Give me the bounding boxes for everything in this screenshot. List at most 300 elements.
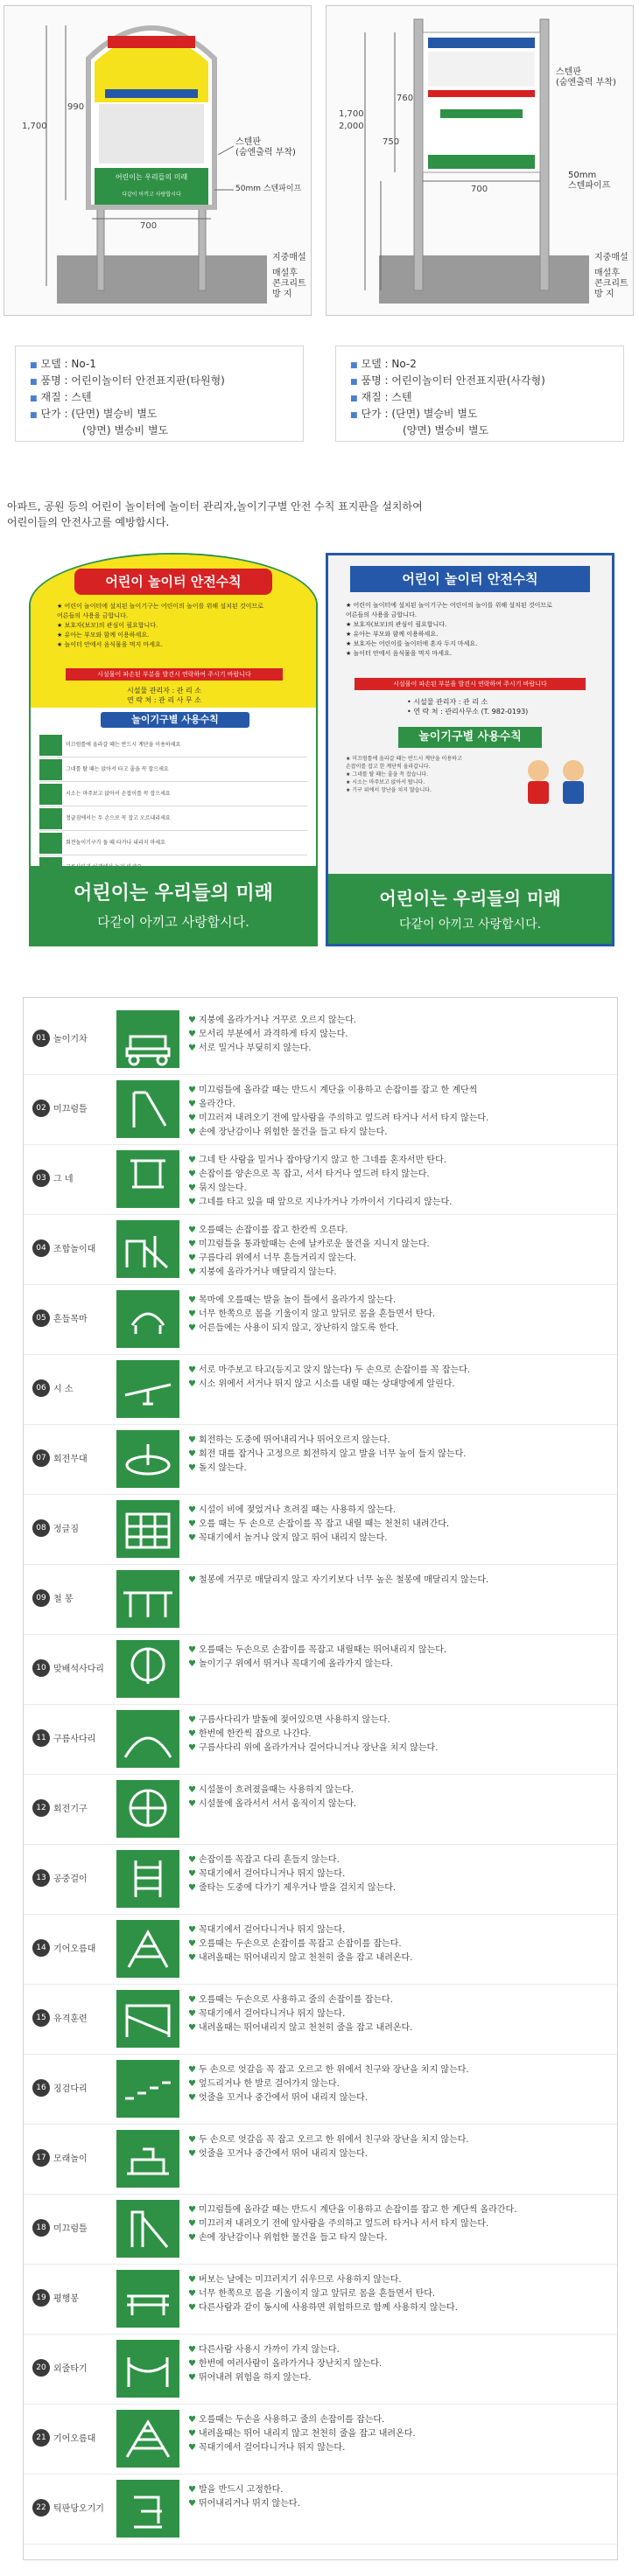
equipment-rule: ♥ 시설물이 흐려졌을때는 사용하지 않는다. (188, 1785, 354, 1795)
bullet-heart-icon: ♥ (188, 2443, 196, 2453)
sign2-rule: ★ 놀이터 안에서 음식물을 먹지 마세요. (346, 650, 453, 657)
sign1-eq-row: 정글짐에서는 두 손으로 꼭 잡고 오르내리세요 (39, 806, 307, 831)
spec-row: (양면) 별승비 별도 (82, 424, 169, 436)
sign1-rules (57, 602, 293, 650)
equipment-rule: ♥ 꼭대기에서 걸어다니거나 뛰지 않는다. (188, 1925, 346, 1935)
children-illustration-icon (512, 755, 600, 807)
spec-row: ■ 재질 : 스텐 (350, 391, 412, 403)
equipment-rule: ♥ 시설이 비에 젖었거나 흐려질 때는 사용하지 않는다. (188, 1505, 397, 1515)
equipment-rule: ♥ 너무 한쪽으로 몸을 기울이지 않고 앞뒤로 몸을 흔들면서 탄다. (188, 1309, 436, 1319)
bullet-heart-icon: ♥ (188, 2289, 196, 2299)
equipment-number-badge: 05 (32, 1309, 50, 1327)
intro-line-1: 아파트, 공원 등의 어린이 놀이터에 놀이터 관리자,놀이기구별 안전 수칙 표지판을 설치하여 (7, 500, 423, 513)
equipment-number-badge: 13 (32, 1869, 50, 1887)
equipment-row (24, 1285, 617, 1355)
sign-rect-drawing (327, 6, 635, 317)
bullet-heart-icon: ♥ (188, 2093, 196, 2103)
label-foundation-2: 매설후 콘크리트 방 지 (594, 269, 628, 299)
equipment-rule: ♥ 미끄럼틀에 올라갈 때는 반드시 계단을 이용하고 손잡이를 잡고 한 계단씩 (188, 1086, 478, 1095)
equipment-rule: ♥ 한번에 한칸씩 잡으로 나간다. (188, 1729, 312, 1739)
bullet-heart-icon: ♥ (188, 2499, 196, 2509)
equipment-name: 그 네 (53, 1175, 74, 1184)
bullet-heart-icon: ♥ (188, 1239, 196, 1249)
equipment-row (24, 2475, 617, 2545)
equipment-rule: ♥ 미끄러져 내려오기 전에 앞사람을 주의하고 엎드려 타거나 서서 타지 않는다. (188, 2219, 489, 2229)
equipment-number-badge: 11 (32, 1729, 50, 1747)
equipment-rule: ♥ 구름사다리가 발돌에 젖어있으면 사용하지 않는다. (188, 1715, 390, 1725)
equipment-rules (188, 1853, 600, 1895)
equipment-rules (188, 1574, 600, 1588)
equipment-rule: ♥ 다른사람과 같이 동시에 사용하면 위험하므로 함께 사용하지 않는다. (188, 2303, 458, 2313)
sign2-warning: 시설물이 파손된 부분을 발견시 연락하여 주시기 바랍니다 (355, 678, 586, 690)
bullet-heart-icon: ♥ (188, 2205, 196, 2215)
equipment-name: 평행봉 (53, 2294, 79, 2304)
equipment-rules (188, 2133, 600, 2161)
dim-1700: 1,700 (22, 122, 47, 131)
jungle-gym-icon (116, 1500, 179, 1558)
equipment-rule: ♥ 구름사다리 위에 올라가거나 걸어다니거나 장난을 치지 않는다. (188, 1743, 439, 1753)
equipment-name: 기어오름대 (53, 2434, 96, 2444)
globe-spinner-icon (116, 1780, 179, 1838)
equipment-rule: ♥ 발을 반드시 고정한다. (188, 2485, 284, 2495)
equipment-rule: ♥ 지붕에 올라가거나 매달리지 않는다. (188, 1267, 337, 1277)
climbing-frame-icon (116, 2410, 179, 2468)
equipment-rule: ♥ 내려올때는 뛰어내리지 않고 천천히 줄을 잡고 내려온다. (188, 1953, 413, 1963)
bullet-heart-icon: ♥ (188, 1253, 196, 1263)
equipment-number-badge: 02 (32, 1100, 50, 1117)
equipment-rules (188, 1434, 600, 1476)
obstacle-icon (116, 1990, 179, 2048)
sign2-rule: ★ 보호자(보모)의 관심이 필요합니다. (346, 621, 447, 628)
equipment-name: 틱판당오기기 (53, 2504, 104, 2514)
bullet-heart-icon: ♥ (188, 2079, 196, 2089)
sign1-slogan: 어린이는 우리들의 미래 (74, 883, 273, 904)
sign2-contact: • 연 락 처 : 관리사무소 (T. 982-0193) (407, 708, 529, 716)
equipment-row (24, 1145, 617, 1215)
sign1-equipment-list (39, 733, 307, 880)
spec-row: ■ 모델 : No-1 (30, 358, 96, 370)
dim-700: 700 (140, 221, 158, 231)
equipment-rule: ♥ 지붕에 올라가거나 거꾸로 오르지 않는다. (188, 1016, 357, 1025)
equipment-rule: ♥ 오를 때는 두 손으로 손잡이를 꼭 잡고 내릴 때는 천천히 내려간다. (188, 1519, 450, 1529)
bullet-heart-icon: ♥ (188, 2415, 196, 2425)
equipment-number-badge: 21 (32, 2429, 50, 2447)
bullet-heart-icon: ♥ (188, 1995, 196, 2005)
cloud-ladder-icon (116, 1710, 179, 1768)
equipment-name: 회전기구 (53, 1805, 88, 1814)
equipment-row (24, 2265, 617, 2335)
spec-row: (양면) 별승비 별도 (403, 424, 489, 436)
sign1-rule: 어른들의 사용을 금합니다. (57, 612, 129, 619)
sign2-eq-line: ★ 그네를 탈 때는 줄을 꼭 잡습니다. (346, 771, 429, 778)
equipment-rule: ♥ 목마에 오를때는 발을 놀이 틀에서 올라가지 않는다. (188, 1295, 397, 1305)
equipment-rule: ♥ 너무 한쪽으로 몸을 기울이지 않고 앞뒤로 몸을 흔들면서 탄다. (188, 2289, 436, 2299)
equipment-rule: ♥ 다른사람 사용시 가까이 가지 않는다. (188, 2345, 340, 2355)
bullet-heart-icon: ♥ (188, 2149, 196, 2159)
sign1-eq-row: 그네를 탈 때는 앉아서 타고 줄을 꼭 잡으세요 (39, 757, 307, 782)
sign1-rule: ★ 놀이터 안에서 음식물을 먹지 마세요. (57, 641, 164, 648)
equipment-row (24, 1565, 617, 1635)
sign2-equipment-text (346, 755, 503, 794)
equipment-number-badge: 16 (32, 2079, 50, 2097)
equipment-row (24, 1425, 617, 1495)
equipment-number-badge: 09 (32, 1589, 50, 1607)
equipment-name: 구름사다리 (53, 1735, 96, 1744)
sign1-eq-row: 회전놀이기구가 돌 때 타거나 내리지 마세요 (39, 831, 307, 855)
equipment-rule: ♥ 꼭대기에서 걸어다니거나 뛰지 않는다. (188, 1869, 346, 1879)
equipment-name: 모래놀이 (53, 2154, 88, 2164)
bullet-heart-icon: ♥ (188, 1855, 196, 1865)
bullet-heart-icon: ♥ (188, 2345, 196, 2355)
bullet-heart-icon: ♥ (188, 1225, 196, 1235)
bullet-heart-icon: ♥ (188, 1169, 196, 1179)
equipment-rule: ♥ 손에 장난감이나 위험한 물건을 들고 타지 않는다. (188, 1127, 388, 1137)
equipment-row (24, 2335, 617, 2405)
equipment-name: 철 봉 (53, 1595, 74, 1604)
train-icon (116, 1010, 179, 1068)
bullet-heart-icon: ♥ (188, 2135, 196, 2145)
spec-row: ■ 단가 : (단면) 별승비 별도 (350, 408, 478, 420)
bullet-heart-icon: ♥ (188, 2359, 196, 2369)
equipment-name: 외줄타기 (53, 2364, 88, 2374)
bullet-heart-icon: ♥ (188, 1953, 196, 1963)
equipment-rule: ♥ 꼭대기에서 걸어다니거나 뛰지 않는다. (188, 2443, 346, 2453)
equipment-rules (188, 1154, 600, 1210)
equipment-number-badge: 07 (32, 1449, 50, 1467)
equipment-rule: ♥ 손잡이를 양손으로 꼭 잡고, 서서 타거나 엎드려 타지 않는다. (188, 1169, 430, 1179)
bullet-heart-icon: ♥ (188, 1044, 196, 1053)
sign2-manager: • 시설물 관리자 : 관 리 소 (407, 698, 488, 706)
sign1-rule: ★ 보호자(보모)의 관심이 필요합니다. (57, 622, 158, 629)
bullet-heart-icon: ♥ (188, 2303, 196, 2313)
equipment-rule: ♥ 그네 탄 사람을 밀거나 잡아당기지 않고 한 그네를 혼자서만 탄다. (188, 1155, 446, 1165)
label-ground-2: 지중매설 (594, 253, 628, 262)
equipment-number-badge: 17 (32, 2149, 50, 2167)
equipment-row (24, 1845, 617, 1915)
sign1-manager: 시설물 관리자 : 관 리 소 (127, 687, 201, 695)
equipment-name: 흔들목마 (53, 1315, 88, 1324)
sign2-rule: ★ 보호자는 어린이를 놀이터에 혼자 두지 마세요. (346, 640, 478, 647)
equipment-rules (188, 1784, 600, 1812)
equipment-rule: ♥ 엇줄을 꼬거나 중간에서 뛰어 내리지 않는다. (188, 2093, 368, 2103)
bullet-heart-icon: ♥ (188, 1113, 196, 1123)
swing-icon (116, 1150, 179, 1208)
dim-750: 750 (383, 137, 400, 147)
label-stainless-plate: 스텐판 (숨엔출력 부착) (235, 137, 296, 157)
equipment-rule: ♥ 미끄럼틀을 통과할때는 손에 날카로운 물건을 지니지 않는다. (188, 1239, 430, 1249)
bullet-heart-icon: ♥ (188, 1449, 196, 1459)
equipment-name: 미끄럼틀 (53, 1105, 88, 1114)
equipment-row (24, 1705, 617, 1775)
bullet-heart-icon: ♥ (188, 1743, 196, 1753)
equipment-rule: ♥ 오를때는 두손을 사용하고 줄의 손잡이를 잡는다. (188, 2415, 385, 2425)
equipment-rule: ♥ 철봉에 거꾸로 매달리지 않고 자기키보다 너무 높은 철봉에 매달리지 않는다. (188, 1575, 489, 1585)
sign2-rule: ★ 유아는 부모와 함께 이용하세요. (346, 631, 439, 638)
bullet-heart-icon: ♥ (188, 2009, 196, 2019)
dim-1700b: 1,700 (339, 109, 364, 119)
rocking-horse-icon (116, 1290, 179, 1348)
bullet-heart-icon: ♥ (188, 1575, 196, 1585)
bullet-heart-icon: ♥ (188, 2233, 196, 2243)
bullet-heart-icon: ♥ (188, 1519, 196, 1529)
equipment-rule: ♥ 서로 밀거나 부딪히지 않는다. (188, 1044, 312, 1053)
equipment-name: 놀이기차 (53, 1035, 88, 1044)
bullet-heart-icon: ♥ (188, 2023, 196, 2033)
equipment-rule: ♥ 오를때는 두손으로 손잡이를 꼭잡고 내릴때는 뛰어내리지 않는다. (188, 1645, 447, 1655)
equipment-row (24, 1915, 617, 1985)
bullet-heart-icon: ♥ (188, 1435, 196, 1445)
sign1-slogan-panel (31, 866, 316, 945)
equipment-rules (188, 1714, 600, 1756)
sign2-eq-line: ★ 시소는 마주보고 앉아서 탑니다. (346, 779, 425, 785)
equipment-rule: ♥ 손에 장난감이나 위험한 물건을 들고 타지 않는다. (188, 2233, 388, 2243)
bullet-heart-icon: ♥ (188, 1365, 196, 1375)
equipment-name: 조합놀이대 (53, 1245, 96, 1254)
sign-oval-drawing (4, 6, 312, 317)
intro-line-2: 어린이들의 안전사고를 예방합시다. (7, 516, 170, 528)
spec-row: ■ 모델 : No-2 (350, 358, 417, 370)
spec-row: ■ 재질 : 스텐 (30, 391, 92, 403)
equipment-rule: ♥ 손잡이를 꼭잡고 다리 흔들지 않는다. (188, 1855, 340, 1865)
equipment-rule: ♥ 구름다리 위에서 너무 흔들거리지 않는다. (188, 1253, 357, 1263)
equipment-row (24, 1005, 617, 1075)
equipment-number-badge: 18 (32, 2219, 50, 2237)
equipment-rule: ♥ 놀이기구 위에서 뛰거나 꼭대기에 올라가지 않는다. (188, 1659, 393, 1669)
label-ground: 지중매설 (272, 253, 306, 262)
merry-go-round-icon (39, 833, 62, 854)
bullet-heart-icon: ♥ (188, 2373, 196, 2383)
sign2-manager-info (407, 697, 528, 716)
bullet-heart-icon: ♥ (188, 1505, 196, 1515)
sand-play-icon (116, 2130, 179, 2188)
equipment-rule: ♥ 꼭대기에서 걸어다니거나 뛰지 않는다. (188, 2009, 346, 2019)
equipment-number-badge: 01 (32, 1030, 50, 1047)
equipment-rule: ♥ 뛰어내리거나 뛰지 않는다. (188, 2499, 300, 2509)
jungle-gym-icon (39, 808, 62, 829)
bullet-heart-icon: ♥ (188, 1729, 196, 1739)
sign1-manager-info (127, 686, 201, 705)
bullet-heart-icon: ♥ (188, 1309, 196, 1319)
equipment-rules (188, 2203, 600, 2245)
spec-row: ■ 단가 : (단면) 별승비 별도 (30, 408, 158, 420)
slide-icon (116, 1080, 179, 1138)
diagram1-slogan2: 다같이 아끼고 사랑합시다 (122, 192, 181, 198)
sign1-warning: 시설물이 파손된 부분을 발견시 연락하여 주시기 바랍니다 (66, 668, 283, 681)
equipment-rule: ♥ 모서리 부분에서 과격하게 타지 않는다. (188, 1030, 348, 1039)
seesaw-icon (116, 1360, 179, 1418)
bullet-heart-icon: ♥ (188, 1155, 196, 1165)
equipment-rule: ♥ 두 손으로 엇갈음 꼭 잡고 오르고 한 위에서 친구와 장난을 치지 않는다. (188, 2065, 469, 2075)
label-pipe-2: 50mm 스텐파이프 (568, 171, 611, 191)
label-stainless-plate-2: 스텐판 (숨엔출력 부착) (556, 67, 616, 87)
sign2-eq-line: ★ 기구 위에서 장난을 치지 않습니다. (346, 787, 432, 793)
equipment-rule: ♥ 오를때는 두손으로 손잡이를 꼭잡고 손잡이를 잡는다. (188, 1939, 402, 1949)
equipment-rule: ♥ 내려올때는 뛰어내리지 않고 천천히 줄을 잡고 내려온다. (188, 2023, 413, 2033)
equipment-rule: ♥ 줄타는 도중에 다가기 제우거나 발을 걸치지 않는다. (188, 1883, 397, 1893)
spec-box-no1 (15, 346, 304, 442)
equipment-rules (188, 2343, 600, 2385)
equipment-rule: ♥ 오를때는 두손으로 사용하고 줄의 손잡이를 잡는다. (188, 1995, 393, 2005)
dim-700b: 700 (471, 185, 488, 194)
equipment-rule: ♥ 두 손으로 엇갈음 꼭 잡고 오르고 한 위에서 친구와 장난을 치지 않는다. (188, 2135, 469, 2145)
slide-icon (39, 735, 62, 756)
equipment-rule: ♥ 한번에 여러사람이 올라가거나 장난치지 않는다. (188, 2359, 383, 2369)
spec-row: ■ 품명 : 어린이놀이터 안전표지판(사각형) (350, 374, 545, 387)
equipment-rules (188, 1224, 600, 1280)
bullet-heart-icon: ♥ (188, 1869, 196, 1879)
equipment-rules (188, 2483, 600, 2511)
equipment-rule: ♥ 뛰어내려 위험을 하지 않는다. (188, 2373, 312, 2383)
sign1-eq-row: 시소는 마주보고 앉아서 손잡이를 꼭 잡으세요 (39, 782, 307, 806)
sign2-equipment-title: 놀이기구별 사용수칙 (398, 727, 542, 748)
equipment-row (24, 2195, 617, 2265)
equipment-row (24, 1075, 617, 1145)
equipment-rules (188, 1364, 600, 1392)
equipment-rule: ♥ 그네를 타고 있을 때 앞으로 지나가거나 가까이서 기다리지 않는다. (188, 1197, 453, 1207)
equipment-name: 징검다리 (53, 2084, 88, 2094)
equipment-rules (188, 1923, 600, 1965)
bullet-heart-icon: ♥ (188, 1533, 196, 1543)
equipment-rule: ♥ 회전하는 도중에 뛰어내리거나 뛰어오르지 않는다. (188, 1435, 390, 1445)
sign2-slogan-sub: 다같이 아끼고 사랑합시다. (398, 918, 542, 932)
equipment-rules (188, 2273, 600, 2315)
sign2-rules (346, 601, 600, 659)
sign2-slogan: 어린이는 우리들의 미래 (379, 888, 561, 909)
sign1-eq-row: 미끄럼틀에 올라갈 때는 반드시 계단을 이용하세요 (39, 733, 307, 757)
equipment-row (24, 1215, 617, 1285)
sign2-eq-line: 손잡이를 잡고 한 계단씩 올라갑니다. (346, 764, 431, 770)
equipment-rules (188, 1993, 600, 2035)
equipment-name: 공중걸이 (53, 1874, 88, 1884)
equipment-rule: ♥ 올라간다. (188, 1100, 235, 1109)
bullet-heart-icon: ♥ (188, 1100, 196, 1109)
equipment-number-badge: 19 (32, 2289, 50, 2307)
bullet-heart-icon: ♥ (188, 1086, 196, 1095)
equipment-number-badge: 08 (32, 1519, 50, 1537)
sign2-rule: ★ 어린이 놀이터에 설치된 놀이기구는 어린이의 놀이를 위해 설치된 것이므로 (346, 602, 552, 609)
bullet-heart-icon: ♥ (188, 1883, 196, 1893)
combo-icon (116, 1220, 179, 1278)
safety-sign-oval (29, 553, 318, 946)
equipment-name: 기어오름대 (53, 1944, 96, 1954)
equipment-rule: ♥ 오를때는 손잡이를 잡고 한칸씩 오른다. (188, 1225, 348, 1235)
sign1-title: 어린이 놀이터 안전수칙 (74, 569, 272, 595)
sign2-slogan-panel (328, 874, 612, 944)
equipment-number-badge: 14 (32, 1939, 50, 1957)
safety-sign-rect (326, 553, 614, 946)
rope-walk-icon (116, 2340, 179, 2398)
equipment-name: 유격훈련 (53, 2014, 88, 2024)
equipment-rule: ♥ 돌지 않는다. (188, 1463, 247, 1473)
sign2-eq-line: ★ 미끄럼틀에 올라갈 때는 반드시 계단을 이용하고 (346, 756, 462, 762)
sign1-contact: 연 락 처 : 관 리 사 무 소 (127, 696, 201, 704)
equipment-number-badge: 20 (32, 2359, 50, 2377)
equipment-rules (188, 2063, 600, 2105)
sign1-equipment-title: 놀이기구별 사용수칙 (101, 712, 249, 728)
bullet-heart-icon: ♥ (188, 1925, 196, 1935)
equipment-number-badge: 15 (32, 2009, 50, 2027)
bullet-heart-icon: ♥ (188, 2429, 196, 2439)
equipment-number-badge: 12 (32, 1799, 50, 1817)
equipment-rule: ♥ 미끄럼틀에 올라갈 때는 반드시 계단을 이용하고 손잡이를 잡고 한 계단씩 올라간다. (188, 2205, 517, 2215)
bullet-heart-icon: ♥ (188, 2065, 196, 2075)
equipment-rule: ♥ 어른들에는 사용이 되지 않고, 장난하지 않도록 한다. (188, 1323, 399, 1333)
slide-tower-icon (116, 2200, 179, 2258)
equipment-rule: ♥ 꼭대기에서 놀거나 앉지 않고 뛰어 내리지 않는다. (188, 1533, 388, 1543)
merry-go-round-icon (116, 1430, 179, 1488)
equipment-name: 미끄럼틀 (53, 2224, 88, 2234)
equipment-rules (188, 1014, 600, 1056)
dim-760: 760 (397, 94, 414, 103)
bullet-heart-icon: ♥ (188, 1645, 196, 1655)
sign2-rule: 어른들의 사용을 금합니다. (346, 611, 418, 618)
label-foundation: 매설후 콘크리트 방 지 (272, 269, 306, 299)
equipment-row (24, 2405, 617, 2475)
bullet-heart-icon: ♥ (188, 1379, 196, 1389)
equipment-rules (188, 1504, 600, 1546)
equipment-rule: ♥ 내려올때는 뛰어 내리지 않고 천천히 줄을 잡고 내려온다. (188, 2429, 416, 2439)
sign1-rule: ★ 어린이 놀이터에 설치된 놀이기구는 어린이의 놀이를 위해 설치된 것이므로 (57, 603, 263, 610)
climbing-net-icon (116, 1920, 179, 1978)
equipment-rule: ♥ 시소 위에서 서거나 뛰지 않고 시소를 내릴 때는 상대방에게 알린다. (188, 1379, 455, 1389)
equipment-row (24, 2055, 617, 2125)
equipment-row (24, 1495, 617, 1565)
equipment-name: 맞배석사다리 (53, 1665, 104, 1674)
bullet-heart-icon: ♥ (188, 1785, 196, 1795)
equipment-number-badge: 03 (32, 1169, 50, 1187)
equipment-rules-table (23, 997, 618, 2560)
equipment-rules (188, 1644, 600, 1672)
intro-text (7, 499, 632, 530)
bullet-heart-icon: ♥ (188, 1323, 196, 1333)
bullet-heart-icon: ♥ (188, 1197, 196, 1207)
bullet-heart-icon: ♥ (188, 1016, 196, 1025)
equipment-rule: ♥ 서로 마주보고 타고(등지고 앉지 않는다) 두 손으로 손잡이를 꼭 잡는다. (188, 1365, 471, 1375)
seesaw-icon (39, 784, 62, 805)
equipment-row (24, 1775, 617, 1845)
parallel-bars-icon (116, 2270, 179, 2328)
sign1-slogan-sub: 다같이 아끼고 사랑합시다. (97, 914, 249, 930)
bullet-heart-icon: ♥ (188, 1939, 196, 1949)
equipment-row (24, 2125, 617, 2195)
swing-icon (39, 759, 62, 780)
bullet-heart-icon: ♥ (188, 1127, 196, 1137)
equipment-rule: ♥ 묶지 않는다. (188, 1183, 247, 1193)
equipment-rules (188, 2413, 600, 2455)
equipment-rule: ♥ 버보는 날에는 미끄러지기 쉬우므로 사용하지 않는다. (188, 2275, 402, 2285)
bullet-heart-icon: ♥ (188, 2219, 196, 2229)
bullet-heart-icon: ♥ (188, 1030, 196, 1039)
bullet-heart-icon: ♥ (188, 1183, 196, 1193)
pedal-icon (116, 2480, 179, 2538)
equipment-number-badge: 06 (32, 1379, 50, 1397)
bullet-heart-icon: ♥ (188, 2275, 196, 2285)
sign2-title: 어린이 놀이터 안전수칙 (350, 566, 590, 592)
bullet-heart-icon: ♥ (188, 1267, 196, 1277)
equipment-row (24, 1985, 617, 2055)
pull-up-bar-icon (116, 1570, 179, 1628)
equipment-name: 회전무대 (53, 1455, 88, 1464)
dim-2000: 2,000 (339, 122, 364, 131)
equipment-number-badge: 10 (32, 1659, 50, 1677)
bullet-heart-icon: ♥ (188, 1715, 196, 1725)
equipment-rules (188, 1294, 600, 1336)
equipment-name: 정글짐 (53, 1525, 79, 1534)
bullet-heart-icon: ♥ (188, 1799, 196, 1809)
equipment-row (24, 1355, 617, 1425)
equipment-row (24, 1635, 617, 1705)
spec-box-no2 (335, 346, 624, 442)
